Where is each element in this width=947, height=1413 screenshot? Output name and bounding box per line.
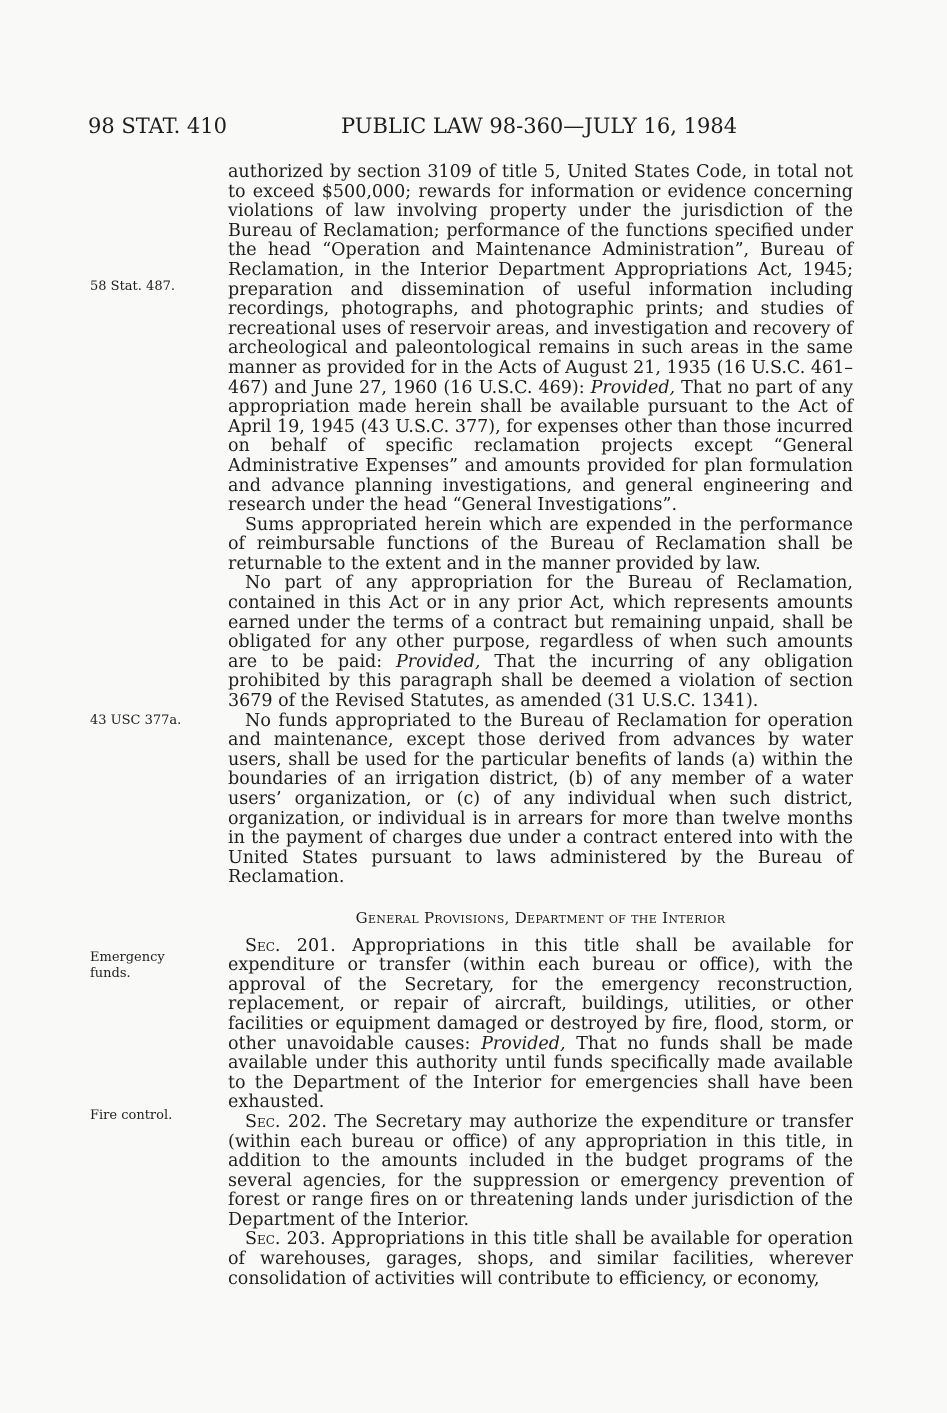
body-text: [228, 163, 853, 1289]
section-label: Sec. 201.: [245, 935, 336, 956]
text-run: Appropriations in this title shall be available for expenditure or transfer (within each bureau or office), with the approval of the Secretary, for the emergency reconstruction, replacement, or repair of aircraft, buildings, utilities, or other facilities or equipment damaged or destroyed by fire, flood, storm, or other unavoidable causes:: [228, 935, 853, 1054]
paragraph-no-part: [228, 574, 853, 711]
statute-reference: 98 STAT. 410: [88, 114, 228, 138]
text-run: That no funds shall be made available under this authority until funds specifically made available to the Department of the Interior for emergencies shall have been exhausted.: [228, 1033, 853, 1113]
margin-note-stat-487: 58 Stat. 487.: [90, 279, 175, 294]
section-label: Sec. 202.: [245, 1111, 327, 1132]
page-header: [88, 114, 848, 144]
paragraph-sums-appropriated: Sums appropriated herein which are expended in the performance of reimbursable functions of the Bureau of Reclamation shall be returnable to the extent and in the manner provided by law.: [228, 514, 853, 574]
section-202: [228, 1113, 853, 1231]
section-201: [228, 937, 853, 1113]
text-run: That no part of any appropriation made herein shall be available pursuant to the Act of April 19, 1945 (43 U.S.C. 377), for expenses other than those incurred on behalf of specific reclamation projects except “General Administrative Expenses” and amounts provided for plan formulation and advance planning investigations, and general engineering and research under the head “General Investigations”.: [228, 377, 853, 516]
text-run: No part of any appropriation for the Bureau of Reclamation, contained in this Act or in any prior Act, which represents amounts earned under the terms of a contract but remaining unpaid, shall be obligated for any other purpose, regardless of when such amounts are to be paid:: [228, 573, 853, 672]
provided-italic: Provided,: [396, 651, 481, 672]
text-run: Appropriations in this title shall be available for operation of warehouses, garages, shops, and similar facilities, wherever consolidation of activities will contribute to efficiency, or economy,: [228, 1229, 853, 1289]
provided-italic: Provided,: [590, 377, 676, 398]
section-203: [228, 1230, 853, 1289]
paragraph-no-funds: No funds appropriated to the Bureau of Reclamation for operation and maintenance, except those derived from advances by water users, shall be used for the particular benefits of lands (a) within the boundaries of an irrigation district, (b) of any member of a water users’ organization, or (c) of any individual when such district, organization, or individual is in arrears for more than twelve months in the payment of charges due under a contract entered into with the United States pursuant to laws administered by the Bureau of Reclamation.: [228, 710, 853, 888]
margin-note-fire-control: Fire control.: [90, 1108, 173, 1123]
margin-note-line: Emergency: [90, 950, 165, 965]
section-heading: General Provisions, Department of the Interior: [355, 908, 726, 927]
text-run: The Secretary may authorize the expenditure or transfer (within each bureau or office) of any appropriation in this title, in addition to the amounts included in the budget programs of the several agencies, for the suppression or emergency prevention of forest or range fires on or threatening lands under jurisdiction of the Department of the Interior.: [228, 1111, 853, 1230]
margin-note-emergency-funds: [90, 950, 165, 982]
text-run: That the incurring of any obligation prohibited by this paragraph shall be deemed a violation of section 3679 of the Revised Statutes, as amended (31 U.S.C. 1341).: [228, 651, 853, 712]
paragraph-continued: [228, 163, 853, 516]
provided-italic: Provided,: [481, 1033, 566, 1054]
page-title: PUBLIC LAW 98-360—JULY 16, 1984: [341, 114, 738, 138]
margin-note-line: funds.: [90, 966, 131, 981]
section-label: Sec. 203.: [245, 1229, 326, 1250]
text-run: authorized by section 3109 of title 5, United States Code, in total not to exceed $500,000; rewards for information or evidence concerning violations of law involving property under the jurisdiction of the Bureau of Reclamation; performance of the functions specified under the head “Operation and Maintenance Administration”, Bureau of Reclamation, in the Interior Department Appropriations Act, 1945; preparation and dissemination of useful information including recordings, photographs, and photographic prints; and studies of recreational uses of reservoir areas, and investigation and recovery of archeological and paleontological remains in such areas in the same manner as provided for in the Acts of August 21, 1935 (16 U.S.C. 461–467) and June 27, 1960 (16 U.S.C. 469):: [228, 162, 853, 398]
margin-note-usc-377a: 43 USC 377a.: [90, 713, 182, 728]
